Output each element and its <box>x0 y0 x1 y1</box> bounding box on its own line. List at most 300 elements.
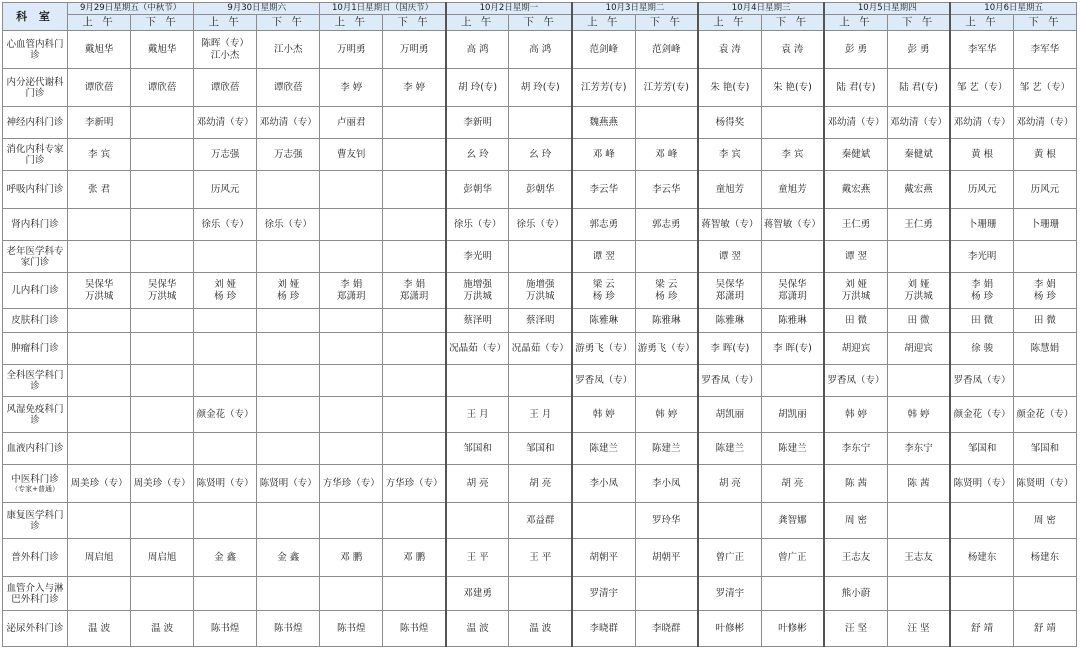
doctor-cell: 李东宁 <box>887 433 950 465</box>
doctor-cell <box>68 577 131 611</box>
doctor-cell: 罗清宇 <box>698 577 761 611</box>
department-label: 风湿免疫科门诊 <box>6 403 64 426</box>
department-name <box>3 333 68 365</box>
doctor-cell <box>131 503 194 539</box>
doctor-cell: 郭志勇 <box>635 209 698 241</box>
schedule-table-wrapper <box>2 2 1077 647</box>
department-name <box>3 397 68 433</box>
doctor-cell: 邓幼清（专） <box>950 107 1013 139</box>
doctor-cell <box>887 577 950 611</box>
doctor-cell: 王仁勇 <box>824 209 887 241</box>
doctor-cell: 李 娟 杨 珍 <box>1013 273 1076 309</box>
doctor-cell: 邓幼清（专） <box>257 107 320 139</box>
doctor-cell: 陆 君(专) <box>887 69 950 107</box>
doctor-cell <box>131 365 194 397</box>
doctor-cell: 王志友 <box>824 539 887 577</box>
morning-header: 上 午 <box>698 15 761 31</box>
table-row <box>3 577 1077 611</box>
doctor-cell: 李云华 <box>572 171 635 209</box>
doctor-cell: 韩 婷 <box>887 397 950 433</box>
department-name <box>3 433 68 465</box>
doctor-cell <box>383 397 446 433</box>
table-row <box>3 107 1077 139</box>
doctor-cell: 李 宾 <box>68 139 131 171</box>
doctor-cell: 汪 坚 <box>887 611 950 647</box>
doctor-cell: 曾广正 <box>698 539 761 577</box>
department-name <box>3 139 68 171</box>
doctor-cell: 陈贤明（专） <box>1013 465 1076 503</box>
doctor-cell <box>887 365 950 397</box>
doctor-cell: 蒋智敏（专） <box>698 209 761 241</box>
doctor-cell: 戴宏燕 <box>824 171 887 209</box>
doctor-cell: 温 波 <box>131 611 194 647</box>
doctor-cell: 邓 鹏 <box>320 539 383 577</box>
doctor-cell: 周美珍（专） <box>68 465 131 503</box>
department-label: 全科医学科门诊 <box>6 369 64 392</box>
doctor-cell <box>383 309 446 333</box>
doctor-cell: 万志强 <box>194 139 257 171</box>
doctor-cell <box>68 309 131 333</box>
doctor-cell: 李小凤 <box>572 465 635 503</box>
doctor-cell: 幺 玲 <box>446 139 509 171</box>
doctor-cell <box>383 241 446 273</box>
doctor-cell: 胡 玲(专) <box>446 69 509 107</box>
doctor-cell: 李新明 <box>446 107 509 139</box>
doctor-cell: 谭欣蓓 <box>257 69 320 107</box>
doctor-cell: 陈建兰 <box>698 433 761 465</box>
doctor-cell: 游勇飞（专） <box>635 333 698 365</box>
doctor-cell: 温 波 <box>68 611 131 647</box>
doctor-cell: 游勇飞（专） <box>572 333 635 365</box>
doctor-cell <box>131 209 194 241</box>
date-header: 10月5日星期四 <box>824 3 950 15</box>
department-name <box>3 503 68 539</box>
department-name <box>3 209 68 241</box>
department-name <box>3 273 68 309</box>
doctor-cell: 陈贤明（专） <box>950 465 1013 503</box>
date-header: 10月2日星期一 <box>446 3 572 15</box>
doctor-cell <box>257 241 320 273</box>
doctor-cell: 田 微 <box>887 309 950 333</box>
department-name <box>3 69 68 107</box>
doctor-cell <box>1013 241 1076 273</box>
doctor-cell: 韩 婷 <box>824 397 887 433</box>
doctor-cell: 陈建兰 <box>761 433 824 465</box>
doctor-cell: 田 微 <box>950 309 1013 333</box>
doctor-cell: 吴保华 万洪城 <box>68 273 131 309</box>
doctor-cell <box>68 397 131 433</box>
doctor-cell <box>68 333 131 365</box>
doctor-cell <box>131 107 194 139</box>
department-label: 血管介入与淋巴外科门诊 <box>6 582 64 605</box>
doctor-cell: 范剑峰 <box>635 31 698 69</box>
department-label: 血液内科门诊 <box>6 443 64 454</box>
doctor-cell <box>383 209 446 241</box>
department-label: 泌尿外科门诊 <box>6 623 64 634</box>
table-row <box>3 209 1077 241</box>
afternoon-header: 下 午 <box>383 15 446 31</box>
doctor-cell: 李 宾 <box>698 139 761 171</box>
doctor-cell: 颜金花（专） <box>1013 397 1076 433</box>
doctor-cell: 陈书煌 <box>320 611 383 647</box>
table-row <box>3 31 1077 69</box>
doctor-cell: 梁 云 杨 珍 <box>635 273 698 309</box>
table-row <box>3 309 1077 333</box>
doctor-cell: 邓幼清（专） <box>194 107 257 139</box>
doctor-cell: 罗香凤（专） <box>698 365 761 397</box>
doctor-cell: 李晓群 <box>572 611 635 647</box>
doctor-cell: 王志友 <box>887 539 950 577</box>
doctor-cell: 徐乐（专） <box>509 209 572 241</box>
department-name <box>3 611 68 647</box>
department-label: 消化内科专家门诊 <box>6 143 64 166</box>
doctor-cell: 刘 娅 万洪城 <box>824 273 887 309</box>
doctor-cell <box>635 577 698 611</box>
doctor-cell: 陈书煌 <box>257 611 320 647</box>
doctor-cell <box>320 397 383 433</box>
doctor-cell: 陈贤明（专） <box>194 465 257 503</box>
doctor-cell: 李 宾 <box>761 139 824 171</box>
doctor-cell: 陈雅琳 <box>761 309 824 333</box>
doctor-cell: 魏燕燕 <box>572 107 635 139</box>
schedule-body <box>3 31 1077 647</box>
doctor-cell <box>320 209 383 241</box>
doctor-cell: 曾广正 <box>761 539 824 577</box>
doctor-cell: 朱 艳(专) <box>761 69 824 107</box>
doctor-cell: 彭 勇 <box>887 31 950 69</box>
doctor-cell: 谭 翌 <box>572 241 635 273</box>
doctor-cell: 谭 翌 <box>698 241 761 273</box>
department-name <box>3 309 68 333</box>
doctor-cell: 胡凯丽 <box>761 397 824 433</box>
doctor-cell: 周 密 <box>824 503 887 539</box>
doctor-cell: 邓幼清（专） <box>1013 107 1076 139</box>
doctor-cell: 陈书煌 <box>194 611 257 647</box>
department-name <box>3 171 68 209</box>
doctor-cell: 颜金花（专） <box>950 397 1013 433</box>
doctor-cell: 温 波 <box>446 611 509 647</box>
doctor-cell <box>68 433 131 465</box>
doctor-cell <box>257 503 320 539</box>
doctor-cell: 陈雅琳 <box>635 309 698 333</box>
doctor-cell: 王仁勇 <box>887 209 950 241</box>
doctor-cell: 陈雅琳 <box>572 309 635 333</box>
doctor-cell: 颜金花（专） <box>194 397 257 433</box>
doctor-cell: 戴旭华 <box>68 31 131 69</box>
table-row <box>3 241 1077 273</box>
doctor-cell: 陈雅琳 <box>698 309 761 333</box>
doctor-cell: 李 晖(专) <box>698 333 761 365</box>
doctor-cell: 李 婷 <box>383 69 446 107</box>
department-label: 心血管内科门诊 <box>6 38 64 61</box>
doctor-cell <box>131 139 194 171</box>
morning-header: 上 午 <box>194 15 257 31</box>
doctor-cell <box>194 241 257 273</box>
doctor-cell: 高 鸿 <box>509 31 572 69</box>
doctor-cell: 秦健斌 <box>824 139 887 171</box>
doctor-cell: 陈 茜 <box>824 465 887 503</box>
department-label: 儿内科门诊 <box>11 285 59 296</box>
doctor-cell: 田 微 <box>824 309 887 333</box>
doctor-cell: 陈 茜 <box>887 465 950 503</box>
doctor-cell <box>68 209 131 241</box>
doctor-cell <box>194 503 257 539</box>
doctor-cell <box>635 107 698 139</box>
doctor-cell <box>68 503 131 539</box>
department-name <box>3 539 68 577</box>
doctor-cell <box>1013 365 1076 397</box>
doctor-cell: 王 月 <box>509 397 572 433</box>
doctor-cell: 罗清宇 <box>572 577 635 611</box>
doctor-cell: 施增强 万洪城 <box>509 273 572 309</box>
doctor-cell: 况晶茹（专） <box>446 333 509 365</box>
doctor-cell <box>68 241 131 273</box>
doctor-cell: 幺 玲 <box>509 139 572 171</box>
afternoon-header: 下 午 <box>257 15 320 31</box>
doctor-cell <box>887 503 950 539</box>
doctor-cell: 袁 涛 <box>761 31 824 69</box>
date-header: 10月3日星期二 <box>572 3 698 15</box>
doctor-cell: 田 微 <box>1013 309 1076 333</box>
department-name <box>3 365 68 397</box>
doctor-cell <box>131 171 194 209</box>
table-row <box>3 273 1077 309</box>
doctor-cell: 邓益群 <box>509 503 572 539</box>
doctor-cell: 韩 婷 <box>572 397 635 433</box>
doctor-cell: 刘 娅 万洪城 <box>887 273 950 309</box>
doctor-cell: 李 娟 郑潇玥 <box>320 273 383 309</box>
doctor-cell <box>320 503 383 539</box>
doctor-cell: 罗香凤（专） <box>572 365 635 397</box>
doctor-cell <box>194 577 257 611</box>
doctor-cell: 胡迎宾 <box>887 333 950 365</box>
doctor-cell <box>383 365 446 397</box>
doctor-cell: 蔡泽明 <box>509 309 572 333</box>
doctor-cell: 韩 婷 <box>635 397 698 433</box>
doctor-cell: 舒 靖 <box>1013 611 1076 647</box>
date-header: 10月4日星期三 <box>698 3 824 15</box>
table-row <box>3 539 1077 577</box>
doctor-cell: 李 婷 <box>320 69 383 107</box>
outpatient-schedule-table <box>2 2 1077 647</box>
doctor-cell <box>383 333 446 365</box>
doctor-cell: 邹国和 <box>950 433 1013 465</box>
doctor-cell: 蒋智敏（专） <box>761 209 824 241</box>
doctor-cell: 胡迎宾 <box>824 333 887 365</box>
doctor-cell <box>635 365 698 397</box>
doctor-cell <box>698 503 761 539</box>
doctor-cell: 徐乐（专） <box>194 209 257 241</box>
doctor-cell: 谭欣蓓 <box>194 69 257 107</box>
doctor-cell: 施增强 万洪城 <box>446 273 509 309</box>
date-header: 9月29日星期五（中秋节） <box>68 3 194 15</box>
afternoon-header: 下 午 <box>887 15 950 31</box>
doctor-cell: 谭欣蓓 <box>68 69 131 107</box>
table-row <box>3 397 1077 433</box>
doctor-cell <box>635 241 698 273</box>
doctor-cell: 胡 亮 <box>446 465 509 503</box>
doctor-cell: 邓幼清（专） <box>824 107 887 139</box>
doctor-cell <box>320 365 383 397</box>
doctor-cell: 万明勇 <box>383 31 446 69</box>
doctor-cell: 陆 君(专) <box>824 69 887 107</box>
morning-header: 上 午 <box>68 15 131 31</box>
doctor-cell: 袁 涛 <box>698 31 761 69</box>
doctor-cell: 邹国和 <box>446 433 509 465</box>
doctor-cell: 曹友钊 <box>320 139 383 171</box>
doctor-cell: 吴保华 郑潇玥 <box>698 273 761 309</box>
doctor-cell: 秦健斌 <box>887 139 950 171</box>
doctor-cell <box>446 365 509 397</box>
morning-header: 上 午 <box>320 15 383 31</box>
dept-column-header: 科 室 <box>3 3 68 31</box>
doctor-cell: 童旭芳 <box>698 171 761 209</box>
afternoon-header: 下 午 <box>131 15 194 31</box>
doctor-cell: 江小杰 <box>257 31 320 69</box>
doctor-cell: 李晓群 <box>635 611 698 647</box>
doctor-cell: 王 月 <box>446 397 509 433</box>
doctor-cell: 李云华 <box>635 171 698 209</box>
doctor-cell: 舒 靖 <box>950 611 1013 647</box>
doctor-cell: 万明勇 <box>320 31 383 69</box>
doctor-cell <box>509 241 572 273</box>
doctor-cell: 李光明 <box>950 241 1013 273</box>
doctor-cell <box>383 171 446 209</box>
doctor-cell <box>131 309 194 333</box>
doctor-cell <box>383 107 446 139</box>
afternoon-header: 下 午 <box>509 15 572 31</box>
doctor-cell: 刘 娅 杨 珍 <box>257 273 320 309</box>
doctor-cell: 周美珍（专） <box>131 465 194 503</box>
doctor-cell: 童旭芳 <box>761 171 824 209</box>
doctor-cell: 况晶茹（专） <box>509 333 572 365</box>
doctor-cell <box>131 577 194 611</box>
doctor-cell: 彭 勇 <box>824 31 887 69</box>
doctor-cell <box>131 241 194 273</box>
table-row <box>3 171 1077 209</box>
doctor-cell: 张 君 <box>68 171 131 209</box>
doctor-cell <box>950 577 1013 611</box>
doctor-cell <box>383 503 446 539</box>
table-row <box>3 611 1077 647</box>
doctor-cell: 陈建兰 <box>572 433 635 465</box>
table-row <box>3 69 1077 107</box>
doctor-cell: 历风元 <box>1013 171 1076 209</box>
date-header: 10月6日星期五 <box>950 3 1076 15</box>
doctor-cell: 彭朝华 <box>446 171 509 209</box>
doctor-cell: 戴宏燕 <box>887 171 950 209</box>
doctor-cell: 叶修彬 <box>698 611 761 647</box>
doctor-cell: 历风元 <box>194 171 257 209</box>
doctor-cell: 高 鸿 <box>446 31 509 69</box>
doctor-cell: 王 平 <box>509 539 572 577</box>
table-row <box>3 365 1077 397</box>
doctor-cell: 梁 云 杨 珍 <box>572 273 635 309</box>
table-row <box>3 433 1077 465</box>
date-header: 10月1日星期日（国庆节） <box>320 3 446 15</box>
doctor-cell: 李东宁 <box>824 433 887 465</box>
doctor-cell <box>446 503 509 539</box>
doctor-cell: 陈书煌 <box>383 611 446 647</box>
doctor-cell: 胡凯丽 <box>698 397 761 433</box>
doctor-cell: 胡 亮 <box>698 465 761 503</box>
doctor-cell: 谭欣蓓 <box>131 69 194 107</box>
table-row <box>3 333 1077 365</box>
doctor-cell <box>887 241 950 273</box>
doctor-cell: 杨建东 <box>1013 539 1076 577</box>
doctor-cell <box>383 139 446 171</box>
department-label: 老年医学科专家门诊 <box>6 245 64 268</box>
doctor-cell: 吴保华 郑潇玥 <box>761 273 824 309</box>
doctor-cell <box>257 171 320 209</box>
department-label: 皮肤科门诊 <box>11 315 59 326</box>
date-header: 9月30日星期六 <box>194 3 320 15</box>
doctor-cell: 李军华 <box>950 31 1013 69</box>
doctor-cell: 周启旭 <box>131 539 194 577</box>
doctor-cell: 卢丽君 <box>320 107 383 139</box>
doctor-cell: 胡 亮 <box>509 465 572 503</box>
doctor-cell: 黄 根 <box>950 139 1013 171</box>
department-label: 肿瘤科门诊 <box>11 343 59 354</box>
doctor-cell: 罗香凤（专） <box>950 365 1013 397</box>
department-label: 普外科门诊 <box>11 552 59 563</box>
doctor-cell: 邹国和 <box>1013 433 1076 465</box>
doctor-cell: 卜珊珊 <box>1013 209 1076 241</box>
half-day-header-row <box>3 15 1077 31</box>
date-header-row <box>3 3 1077 15</box>
table-row <box>3 503 1077 539</box>
doctor-cell: 朱 艳(专) <box>698 69 761 107</box>
doctor-cell <box>320 241 383 273</box>
doctor-cell: 郭志勇 <box>572 209 635 241</box>
doctor-cell: 李光明 <box>446 241 509 273</box>
department-label: 内分泌代谢科门诊 <box>6 76 64 99</box>
doctor-cell <box>320 333 383 365</box>
doctor-cell <box>1013 577 1076 611</box>
doctor-cell: 龚智娜 <box>761 503 824 539</box>
doctor-cell: 蔡泽明 <box>446 309 509 333</box>
doctor-cell: 李 娟 郑潇玥 <box>383 273 446 309</box>
table-row <box>3 465 1077 503</box>
doctor-cell: 陈贤明（专） <box>257 465 320 503</box>
doctor-cell: 戴旭华 <box>131 31 194 69</box>
doctor-cell: 周 密 <box>1013 503 1076 539</box>
doctor-cell <box>509 107 572 139</box>
doctor-cell: 陈晖（专） 江小杰 <box>194 31 257 69</box>
doctor-cell: 金 鑫 <box>194 539 257 577</box>
department-sublabel: （专家+普通） <box>11 484 59 493</box>
department-name <box>3 465 68 503</box>
doctor-cell <box>761 241 824 273</box>
doctor-cell: 万志强 <box>257 139 320 171</box>
doctor-cell <box>194 365 257 397</box>
morning-header: 上 午 <box>824 15 887 31</box>
doctor-cell: 胡 玲(专) <box>509 69 572 107</box>
doctor-cell <box>257 365 320 397</box>
doctor-cell: 历风元 <box>950 171 1013 209</box>
morning-header: 上 午 <box>950 15 1013 31</box>
doctor-cell <box>257 333 320 365</box>
doctor-cell: 金 鑫 <box>257 539 320 577</box>
doctor-cell: 汪 坚 <box>824 611 887 647</box>
doctor-cell <box>320 433 383 465</box>
afternoon-header: 下 午 <box>1013 15 1076 31</box>
doctor-cell <box>68 365 131 397</box>
department-name <box>3 107 68 139</box>
doctor-cell: 方华珍（专） <box>383 465 446 503</box>
doctor-cell: 李军华 <box>1013 31 1076 69</box>
doctor-cell: 周启旭 <box>68 539 131 577</box>
